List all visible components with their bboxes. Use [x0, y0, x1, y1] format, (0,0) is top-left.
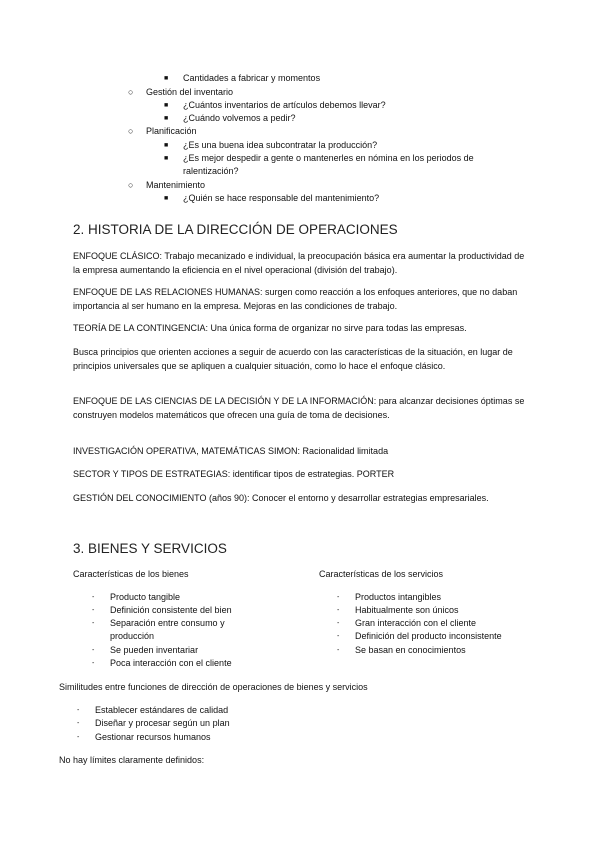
list-item-text: Poca interacción con el cliente	[110, 658, 232, 668]
outline-item-text: Cantidades a fabricar y momentos	[183, 73, 321, 83]
list-item-text: Se basan en conocimientos	[355, 645, 466, 655]
list-item-text: Habitualmente son únicos	[355, 605, 459, 615]
servicios-column-title: Características de los servicios	[319, 569, 444, 579]
outline-item	[164, 112, 296, 125]
square-bullet-icon: ■	[164, 115, 169, 122]
outline-item-text: ¿Cuándo volvemos a pedir?	[183, 113, 296, 123]
list-item-text: Separación entre consumo y producción	[110, 618, 225, 641]
outline-item-text: ¿Es una buena idea subcontratar la producción?	[183, 140, 378, 150]
list-item	[337, 617, 477, 630]
list-item	[337, 604, 459, 617]
paragraph-relaciones-humanas: ENFOQUE DE LAS RELACIONES HUMANAS: surgen como reacción a los enfoques anteriores, que no daban importancia al ser humano en la empresa. Mejoras en las condiciones de trabajo.	[73, 287, 518, 311]
outline-item	[128, 125, 197, 138]
dash-bullet-icon: -	[77, 720, 80, 727]
outline-item	[164, 192, 380, 205]
outline-item-text: ¿Es mejor despedir a gente o mantenerles en nómina en los periodos de ralentización?	[183, 153, 474, 176]
paragraph-principios: Busca principios que orienten acciones a seguir de acuerdo con las características de la situación, en lugar de principios universales que se apliquen a cualquier situación, como lo hace el enfoque clásico.	[73, 347, 513, 371]
outline-item	[164, 152, 503, 178]
section-heading: 2. HISTORIA DE LA DIRECCIÓN DE OPERACIONES	[73, 222, 398, 237]
similitudes-title: Similitudes entre funciones de dirección de operaciones de bienes y servicios	[59, 682, 368, 692]
dash-bullet-icon: -	[77, 734, 80, 741]
list-item	[77, 731, 211, 744]
dash-bullet-icon: -	[92, 660, 95, 667]
list-item	[337, 644, 466, 657]
list-item	[77, 717, 230, 730]
list-item-text: Se pueden inventariar	[110, 645, 199, 655]
dash-bullet-icon: -	[337, 607, 340, 614]
square-bullet-icon: ■	[164, 155, 169, 162]
square-bullet-icon: ■	[164, 142, 169, 149]
list-item-text: Definición consistente del bien	[110, 605, 232, 615]
list-item-text: Gestionar recursos humanos	[95, 732, 211, 742]
list-item	[92, 657, 232, 670]
dash-bullet-icon: -	[337, 633, 340, 640]
list-item	[92, 591, 181, 604]
outline-item	[164, 99, 386, 112]
dash-bullet-icon: -	[92, 607, 95, 614]
circle-bullet-icon: ○	[128, 180, 134, 190]
list-item-text: Producto tangible	[110, 592, 181, 602]
bienes-column-title: Características de los bienes	[73, 569, 189, 579]
paragraph-investigacion-operativa: INVESTIGACIÓN OPERATIVA, MATEMÁTICAS SIMON: Racionalidad limitada	[73, 446, 389, 456]
outline-item-text: ¿Quién se hace responsable del mantenimiento?	[183, 193, 380, 203]
paragraph-enfoque-clasico: ENFOQUE CLÁSICO: Trabajo mecanizado e individual, la preocupación básica era aumentar la productividad de la empresa aumentando la eficiencia en el nivel operacional (división del trabajo).	[73, 251, 525, 275]
list-item-text: Productos intangibles	[355, 592, 442, 602]
list-item	[337, 591, 442, 604]
list-item	[92, 617, 260, 643]
outline-item-text: ¿Cuántos inventarios de artículos debemos llevar?	[183, 100, 386, 110]
paragraph-sector-estrategias: SECTOR Y TIPOS DE ESTRATEGIAS: identificar tipos de estrategias. PORTER	[73, 469, 395, 479]
circle-bullet-icon: ○	[128, 87, 134, 97]
dash-bullet-icon: -	[92, 620, 95, 627]
outline-item-text: Mantenimiento	[146, 180, 206, 190]
list-item-text: Gran interacción con el cliente	[355, 618, 477, 628]
dash-bullet-icon: -	[92, 647, 95, 654]
outline-item-text: Planificación	[146, 126, 197, 136]
outline-item	[128, 179, 206, 192]
paragraph-gestion-conocimiento: GESTIÓN DEL CONOCIMIENTO (años 90): Conocer el entorno y desarrollar estrategias empresariales.	[73, 493, 489, 503]
dash-bullet-icon: -	[337, 647, 340, 654]
list-item-text: Definición del producto inconsistente	[355, 631, 502, 641]
outline-item	[164, 139, 378, 152]
list-item	[77, 704, 229, 717]
list-item	[337, 630, 502, 643]
square-bullet-icon: ■	[164, 195, 169, 202]
square-bullet-icon: ■	[164, 75, 169, 82]
outline-item	[164, 72, 321, 85]
paragraph-contingencia: TEORÍA DE LA CONTINGENCIA: Una única forma de organizar no sirve para todas las empresas.	[73, 323, 467, 333]
paragraph-ciencias-decision: ENFOQUE DE LAS CIENCIAS DE LA DECISIÓN Y DE LA INFORMACIÓN: para alcanzar decisiones óptimas se construyen modelos matemáticos que ofrecen una guía de toma de decisiones.	[73, 396, 525, 420]
list-item-text: Diseñar y procesar según un plan	[95, 718, 230, 728]
square-bullet-icon: ■	[164, 102, 169, 109]
dash-bullet-icon: -	[337, 594, 340, 601]
outline-item	[128, 86, 234, 99]
list-item	[92, 604, 232, 617]
circle-bullet-icon: ○	[128, 126, 134, 136]
section-heading: 3. BIENES Y SERVICIOS	[73, 541, 227, 556]
dash-bullet-icon: -	[337, 620, 340, 627]
dash-bullet-icon: -	[77, 707, 80, 714]
outline-item-text: Gestión del inventario	[146, 87, 234, 97]
list-item-text: Establecer estándares de calidad	[95, 705, 229, 715]
list-item	[92, 644, 199, 657]
no-limites-text: No hay límites claramente definidos:	[59, 755, 205, 765]
dash-bullet-icon: -	[92, 594, 95, 601]
